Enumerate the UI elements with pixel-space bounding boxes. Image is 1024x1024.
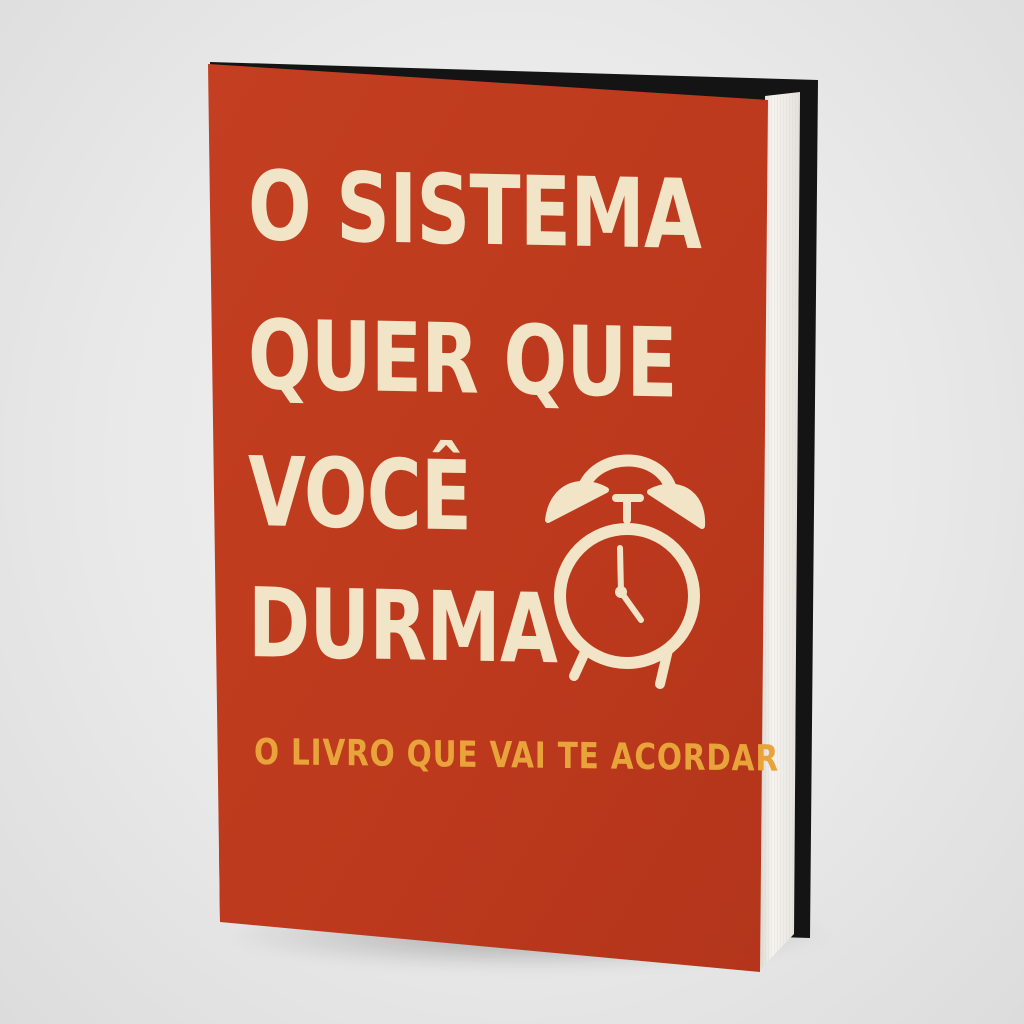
title-line-3: VOCÊ [248,436,472,553]
book-subtitle: O LIVRO QUE VAI TE ACORDAR [254,732,779,780]
book-cover [208,64,768,972]
title-line-2: QUER QUE [248,299,677,420]
title-line-1: O SISTEMA [248,150,702,272]
title-line-4: DURMA [248,567,558,686]
